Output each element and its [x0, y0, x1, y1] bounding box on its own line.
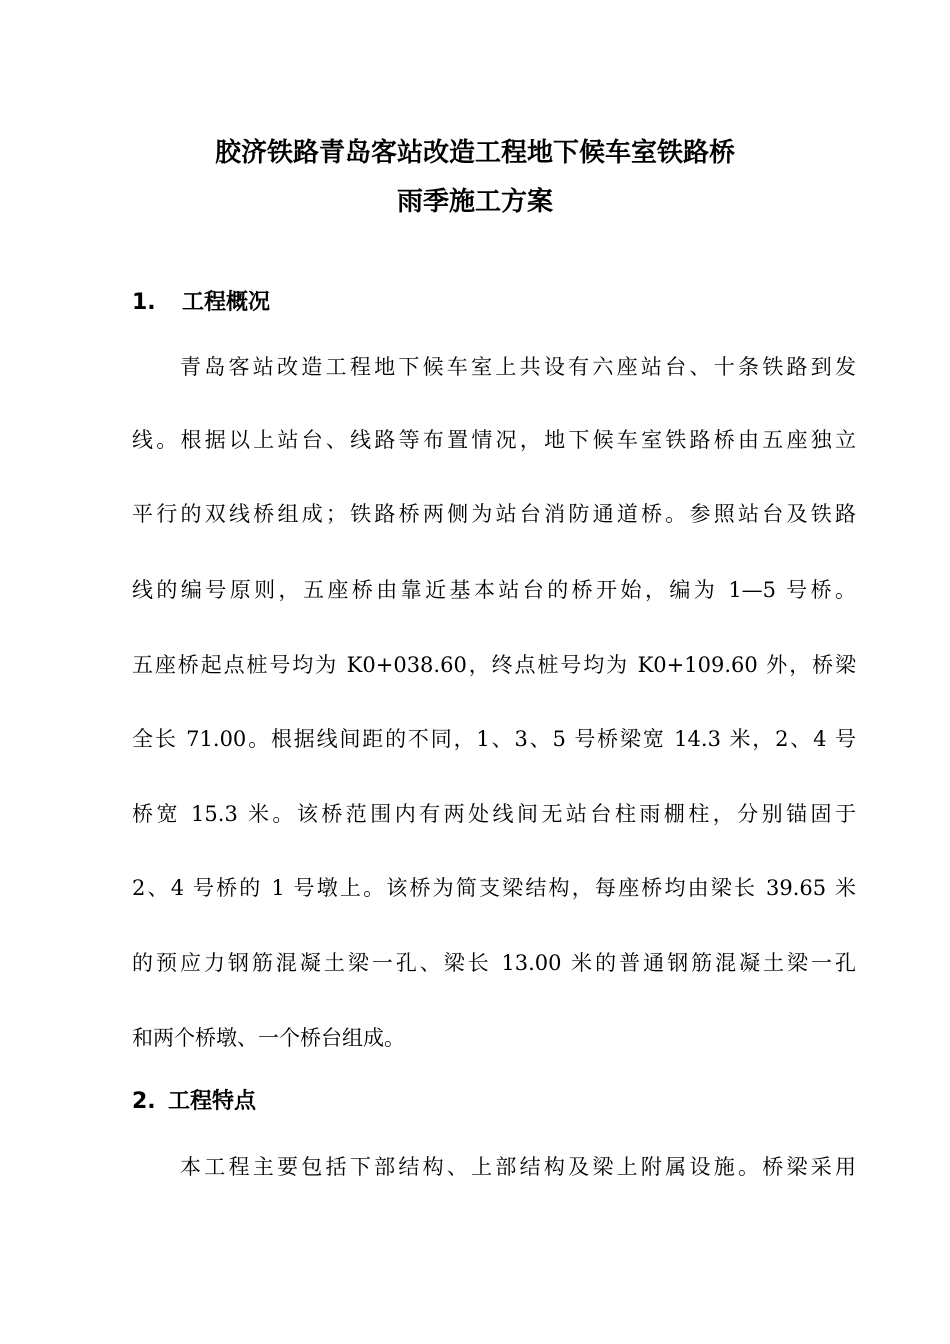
section-number-2: 2. — [132, 1089, 156, 1114]
section-number-1: 1. — [132, 290, 156, 315]
document-title-line-1: 胶济铁路青岛客站改造工程地下候车室铁路桥 — [214, 138, 735, 168]
section-heading-2 — [132, 1087, 256, 1117]
section-heading-1 — [132, 288, 270, 318]
paragraph-1-line-10: 和两个桥墩、一个桥台组成。 — [132, 1026, 405, 1050]
paragraph-1-line-6: 全长 71.00。根据线间距的不同，1、3、5 号桥梁宽 14.3 米，2、4 号 — [132, 727, 856, 751]
document-title-line-2: 雨季施工方案 — [396, 187, 553, 217]
section-title-2: 工程特点 — [168, 1089, 257, 1114]
paragraph-1-line-8: 2、4 号桥的 1 号墩上。该桥为简支梁结构，每座桥均由梁长 39.65 米 — [132, 876, 856, 900]
paragraph-1-line-7: 桥宽 15.3 米。该桥范围内有两处线间无站台柱雨棚柱，分别锚固于 — [132, 802, 856, 826]
section-title-1: 工程概况 — [182, 290, 271, 315]
paragraph-1-line-9: 的预应力钢筋混凝土梁一孔、梁长 13.00 米的普通钢筋混凝土梁一孔 — [132, 951, 856, 975]
paragraph-1-line-5: 五座桥起点桩号均为 K0+038.60，终点桩号均为 K0+109.60 外，桥梁 — [132, 653, 856, 677]
paragraph-1-line-3: 平行的双线桥组成；铁路桥两侧为站台消防通道桥。参照站台及铁路 — [132, 502, 856, 526]
paragraph-1-line-4: 线的编号原则，五座桥由靠近基本站台的桥开始，编为 1—5 号桥。 — [132, 578, 856, 602]
paragraph-1-line-1: 青岛客站改造工程地下候车室上共设有六座站台、十条铁路到发 — [180, 355, 856, 379]
paragraph-2-line-1: 本工程主要包括下部结构、上部结构及梁上附属设施。桥梁采用 — [180, 1155, 856, 1179]
paragraph-1-line-2: 线。根据以上站台、线路等布置情况，地下候车室铁路桥由五座独立 — [132, 428, 856, 452]
